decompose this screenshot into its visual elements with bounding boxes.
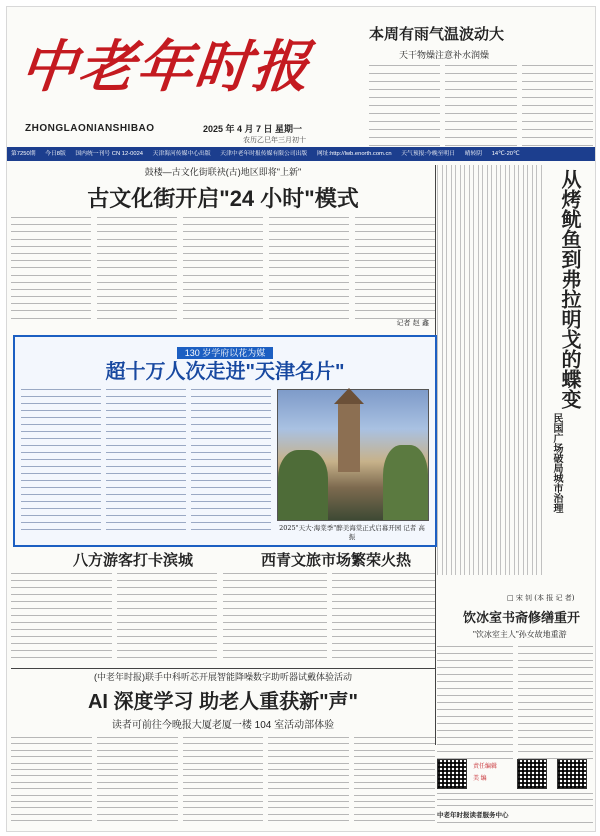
featured-headline: 超十万人次走进"天津名片" [105,361,345,383]
bottom-kicker: (中老年时报)联手中科听芯开展智能降噪数字助听器试戴体验活动 [94,672,352,682]
designer-label: 美 编 [473,776,487,782]
right-column-subhead: 民国广场破局城市治理 [551,413,562,513]
info-bar [7,147,595,161]
ice-room-story [437,607,593,747]
weather-body [369,65,593,153]
photo-building [338,402,360,472]
story-left-body [11,573,217,664]
lead-headline: 古文化街开启"24 小时"模式 [87,186,359,211]
lunar-date: 农历乙巳年三月初十 [243,137,306,144]
featured-body [21,389,271,536]
story-right-headline: 西青文旅市场繁荣火热 [261,552,412,569]
credits-footer: 中老年时报读者服务中心 [437,812,509,820]
company: 天津中老年时报传媒有限公司出版 [220,151,308,157]
credits-box [437,755,593,829]
story-right-body [223,573,435,664]
right-column-byline: □ 宋 钊 (本 报 记 者) [507,594,575,602]
editor-label: 责任编辑 [473,764,498,770]
website: 网址:http://lwb.enorth.com.cn [316,151,392,157]
newspaper-logo: 中老年时报 [17,34,315,100]
section-divider [11,668,435,669]
bottom-subheadline: 读者可前往今晚报大厦老厦一楼 104 室活动部体验 [111,720,335,731]
second-row-stories [11,547,435,667]
bottom-body [11,737,435,826]
weather-subheadline: 天干物燥注意补水润燥 [399,50,490,60]
weather-story [369,23,593,143]
ice-room-headline: 饮冰室书斋修缮重开 [463,610,581,625]
newspaper-pinyin: ZHONGLAONIANSHIBAO [25,123,155,134]
bottom-story [11,670,435,826]
bottom-headline: AI 深度学习 助老人重获新"声" [87,691,359,713]
right-column-story [437,165,593,602]
page-count: 今日8版 [45,151,66,157]
right-column-body [437,165,547,575]
qr-code-icon[interactable] [557,759,587,789]
featured-kicker: 130 岁学府以花为媒 [15,341,435,360]
weather-headline: 本周有雨气温波动大 [369,26,505,43]
lead-body [11,217,435,325]
lead-byline: 记者 赵 鑫 [396,319,429,327]
qr-code-icon[interactable] [437,759,467,789]
forecast-condition: 晴转阴 [464,151,483,157]
publication-number: 国内统一刊号 CN 12-0024 [75,151,144,157]
issue-date: 2025 年 4 月 7 日 星期一 [203,124,303,134]
qr-code-icon[interactable] [517,759,547,789]
masthead [17,23,365,145]
lead-kicker: 鼓楼—古文化街联袂(古)地区即将"上新" [144,167,302,177]
photo-tree [278,450,328,520]
ice-room-body [437,646,593,765]
featured-photo [277,389,429,521]
publisher: 天津海河传媒中心出版 [152,151,211,157]
story-left-headline: 八方游客打卡滨城 [73,552,194,569]
credits-body [437,793,593,828]
photo-tree [383,445,428,520]
lead-story [11,165,435,325]
forecast-temp: 14℃-20℃ [491,151,520,157]
ice-room-subheadline: "饮冰室主人"孙女故地重游 [473,630,567,639]
right-column-headline: 从烤鱿鱼到弗拉明戈的蝶变 [558,169,580,409]
issue-number: 第7250期 [11,151,36,157]
featured-caption: 2025"天大·海棠季"醉美海棠正式启幕开园 记者 高 振 [279,524,425,541]
forecast-label: 天气预报:今晚至明日 [401,151,456,157]
newspaper-page [6,6,596,832]
featured-story-box [13,335,437,547]
